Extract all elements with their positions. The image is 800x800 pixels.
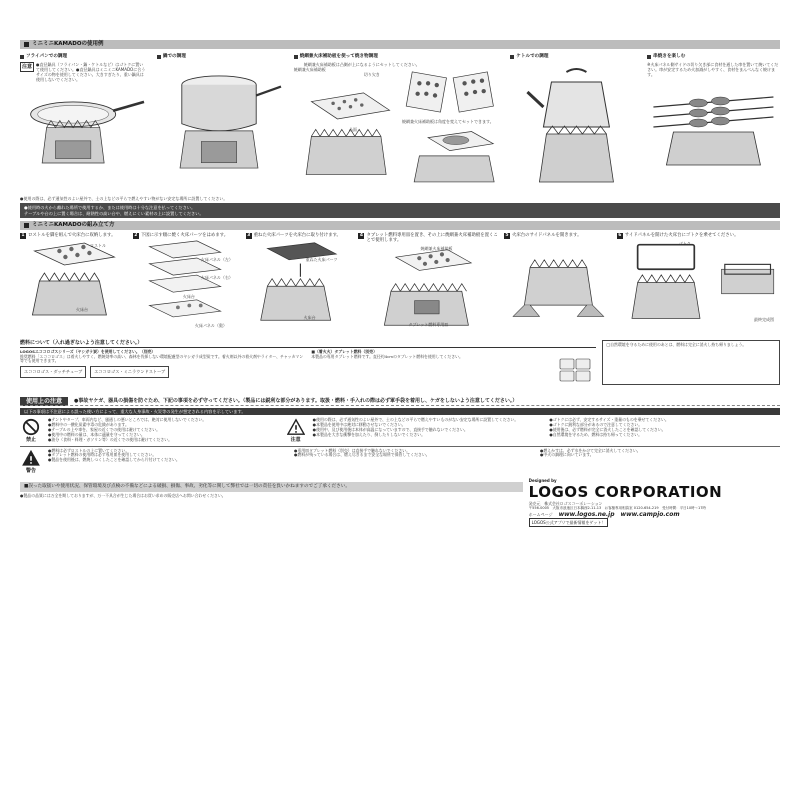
caution-line: ●使用中、及び使用後は本体が高温になっていますので、直接手で触れないでください。 xyxy=(312,427,468,433)
designed-by: Designed by xyxy=(528,477,557,483)
warning-list-3 xyxy=(540,449,780,474)
assembly-step-2 xyxy=(133,233,242,337)
warning-line: ●燃料は必ずロストルの上に置いてください。 xyxy=(48,447,130,453)
warning-line: ●製品を使用後は、燃焼しつくしたことを確認してから片付けてください。 xyxy=(48,457,180,463)
step-number: 5 xyxy=(505,233,509,239)
seller-text: 発売元 株式会社ロゴスコーポレーション xyxy=(528,500,603,506)
assembly-step-3 xyxy=(246,233,355,337)
step-text: タブレット燃料専用皿を置き、その上に焼網兼火床補助板を置くことで使用します。 xyxy=(366,232,498,244)
step-text: 下図に示す順に焼く火床パーツをはめます。 xyxy=(140,232,229,238)
step-number: 2 xyxy=(134,233,138,239)
usage-panel-grill xyxy=(294,52,507,194)
grill-plate-label: 焼網兼火床補助板 xyxy=(293,66,326,72)
assembly-step-1 xyxy=(20,233,129,337)
caution-triangle-icon xyxy=(287,418,305,436)
caution-line: ●ゴトクには必ず、安定するサイズ・重量のものを乗せてください。 xyxy=(549,417,669,423)
step-4-illustration xyxy=(358,244,499,329)
panel-note: 焼網兼火床補助板は凸側が上になるようにセットしてください。 xyxy=(303,61,420,67)
app-promo: LOGOS公式アプリで最新情報をゲット！ xyxy=(529,518,609,527)
step-number: 6 xyxy=(618,233,622,239)
warning-list xyxy=(48,449,288,474)
skewer-illustration xyxy=(647,77,780,167)
part-label: 最終完成図 xyxy=(754,316,775,322)
usage-panel-kettle xyxy=(510,52,643,194)
angle-label: 焼網兼火床補助板は角度を変えてセットできます。 xyxy=(402,119,494,125)
panel-title: 鍋での調理 xyxy=(162,54,186,59)
caution-line: ●テントやタープ、車両内など、風通しの悪いところでは、絶対に使用しないでください。 xyxy=(48,417,207,423)
caution-line: ●油分（食料・料理・ガソリン等）の近くでの使用は避けてください。 xyxy=(48,436,173,442)
step-5-illustration xyxy=(504,239,613,324)
grill-plate-top-views xyxy=(402,67,506,117)
caution-line: ●自然環境を守るため、燃料は持ち帰ってください。 xyxy=(549,431,643,437)
website-link-2[interactable]: www.campjo.com xyxy=(620,510,680,518)
warning-line: ●燃料が残っている場合は、燃え尽きるまで安全な場所で保管してください。 xyxy=(294,452,430,458)
caution-list xyxy=(313,418,544,443)
caution-label: 注意 xyxy=(290,437,301,444)
frying-pan-illustration xyxy=(20,82,153,182)
caution-list-right xyxy=(549,418,780,443)
web-label: ホームページ xyxy=(528,511,553,517)
warning-band-line: テーブルや台の上に置く場合は、耐熱性の高い台や、燃えにくい素材の上に設置してください。 xyxy=(24,210,204,216)
usage-section-title xyxy=(20,40,780,49)
warning-line: ●燃えかすは、必ず水をかけて完全に消火してください。 xyxy=(540,447,641,453)
usage-panels xyxy=(20,52,780,194)
step-number: 1 xyxy=(21,233,25,239)
part-label: 火床パネル（右） xyxy=(200,274,233,280)
fuel-section xyxy=(20,340,780,384)
panel-note: ●直径鍋具（フライパン・鍋・ケトルなど）はゴトクに置いて使用してください。●直径鍋具はミニミニKAMADOに合うサイズの物を使用してください。大きすぎたり、重い鍋具は使用しないでください。 xyxy=(36,61,146,82)
part-label: ゴトク xyxy=(678,240,691,246)
assembly-title-text: ミニミニKAMADOの組み立て方 xyxy=(32,221,115,228)
usage-warning-band xyxy=(20,203,780,218)
manual-sheet xyxy=(20,40,780,527)
caution-line: ●使用中の燃料の量は、本体に適量を守ってください。 xyxy=(48,431,145,437)
danger-row-head: 以下の事項は不注意による誤った使い方によって、重大な人身事故・火災等の発生が想定される内容を示しています。 xyxy=(20,408,780,415)
usage-title-text: ミニミニKAMADOの使用例 xyxy=(32,41,104,48)
address-text: 〒556-0005 大阪市浪速区日本橋西2-11-13 お客様専用相談室 0120-654-219 受付時間：平日10時〜17時 xyxy=(528,506,706,511)
fuel-right-text: 本製品の専用タブレット燃料です。直径約4cmのタブレット燃料を使用してください。 xyxy=(311,353,463,359)
notch-label: 切り欠き xyxy=(363,71,380,77)
step-number: 3 xyxy=(247,233,251,239)
part-label: 火床パネル（奥） xyxy=(194,322,227,328)
company-block xyxy=(529,478,780,528)
environment-note-text: □自然環境を守るために使用のあとは、燃料は完全に消火し持ち帰りましょう。 xyxy=(606,342,747,348)
step-6-illustration xyxy=(617,239,715,324)
panel-title: 串焼きを楽しむ xyxy=(653,54,686,59)
step-text: 重ねた火床パーツを火床台に取り付けます。 xyxy=(253,232,341,238)
panel-title: フライパンでの調理 xyxy=(26,54,68,59)
step-text: サイドパネルを開けた火床台にゴトクを乗せてください。 xyxy=(624,232,739,238)
step-text: ロストルを脚を組んで火床台に収納します。 xyxy=(28,232,116,238)
fuel-left-text: 推奨燃料「エココロゴス」は着火しやすく、燃焼効率の高い、森林を伐採しない環境配慮型のヤシガラ成型炭です。着火剤以外の着火剤やライター、チャッカマン等でも使用できます。 xyxy=(20,353,304,364)
warning-line: ●タブレット燃料の使用時は必ず専用皿を使用してください。 xyxy=(48,452,157,458)
fuel-left-heading: LOGOSエココロゴスシリーズ（ヤシガラ炭）を使用してください。（別売） xyxy=(20,348,156,354)
warning-list-2 xyxy=(294,449,534,474)
fuel-chip: エココロゴス・ミニラウンドストーブ xyxy=(90,366,169,377)
step-number: 4 xyxy=(359,233,364,239)
part-label: 火床台 xyxy=(76,306,88,312)
tablet-fuel-illustration xyxy=(556,355,596,385)
cautions-title: 使用上の注意 xyxy=(20,397,68,407)
prohibited-label: 禁止 xyxy=(25,437,36,444)
step-1-illustration xyxy=(20,239,129,319)
step-2-illustration xyxy=(133,239,242,334)
grill-plate-illustration xyxy=(294,77,398,187)
caution-line: ●使用後は、必ず燃料が完全に消火したことを確認してください。 xyxy=(549,427,666,433)
warning-line: ●専用皿タブレット燃料（別売）は直接手で触れないでください。 xyxy=(294,447,411,453)
warning-label: 警告 xyxy=(25,467,36,474)
caution-columns xyxy=(20,418,780,443)
part-label: タブレット燃料専用皿 xyxy=(408,321,449,327)
pot-illustration xyxy=(157,62,290,182)
liability-notice: ■誤った取扱いや使用状況、保管環境及び点検の不備などによる破損、損傷、事故、劣化等に関して弊社では一切の責任を負いかねますのでご了承ください。 xyxy=(20,482,523,492)
assembly-section-title xyxy=(20,221,780,230)
cautions-lead: ●事故ヤケガ、器具の損傷を防ぐため、下記の事項を必ず守ってください。（製品には鋭利な部分があります。取扱・燃料・手入れの際は必ず軍手袋を着用し、ケガをしないよう注意してください。） xyxy=(74,398,518,405)
caution-line: ●燃料中の一酸化炭素中毒の危険があります。 xyxy=(48,422,129,428)
usage-footer-note: ●使用の際は、必ず通気性のよい屋外で、土の上などの平らで燃えやすい物がない安定な場所に設置してください。 xyxy=(20,196,228,202)
caution-sign xyxy=(285,418,307,443)
final-assembly-illustration xyxy=(715,239,780,324)
website-link[interactable]: www.logos.ne.jp xyxy=(558,510,615,518)
warning-columns xyxy=(20,449,780,474)
fuel-right-heading: ■（着火火）タブレット燃料（別売） xyxy=(311,348,377,354)
step-3-illustration xyxy=(246,239,355,324)
part-label: ロストル xyxy=(90,242,106,248)
warning-sign xyxy=(20,449,42,474)
caution-mark: 注意 xyxy=(20,62,34,72)
caution-line: ●テーブルの上や車を、家屋の近くでの使用は避けてください。 xyxy=(48,427,160,433)
assembly-step-5 xyxy=(504,233,613,337)
assembly-step-4 xyxy=(358,233,499,337)
cut-line xyxy=(20,405,780,406)
caution-line: ●使用の際は、必ず通気性のよい屋外で、土の上などの平らで燃えやすいものがない安定な場所に設置してください。 xyxy=(312,417,519,423)
panel-note: ※火床パネル側サイドの切り欠き部に食材を通した串を置いて焼いてください。串が安定するため火加減がしやすく、食材をまんべんなく焼けます。 xyxy=(647,61,779,77)
fuel-chip: エココロゴス・ダッチチューブ xyxy=(20,366,86,377)
warning-line: ●中火の調理に向いています。 xyxy=(540,452,594,458)
usage-panel-frying-pan xyxy=(20,52,153,194)
convex-label: 凸面 xyxy=(348,126,357,132)
environment-note xyxy=(602,340,780,384)
assembly-steps xyxy=(20,233,780,337)
assembly-step-6 xyxy=(617,233,780,337)
footer xyxy=(20,478,780,528)
part-label: 重ねた火床パーツ xyxy=(305,256,338,262)
caution-line: ●本製品を使用中は絶対に移動させないでください。 xyxy=(312,422,406,428)
part-label: 焼網兼火床補助板 xyxy=(420,245,453,251)
prohibited-sign xyxy=(20,418,42,443)
danger-list xyxy=(48,418,279,443)
warning-band-line: ●使用時の火から離れた場所で使用するか、または使用時は十分な注意を払ってください。 xyxy=(24,205,196,211)
quality-notice: ●製品の品質には万全を期しておりますが、万一不具合が生じた場合はお買い求めの販売店へお問い合わせください。 xyxy=(20,492,226,498)
warning-triangle-icon xyxy=(22,449,40,467)
fuel-title: 燃料について（入れ過ぎないよう注意してください。） xyxy=(20,340,596,347)
step-text: 火床台のサイドパネルを開きます。 xyxy=(511,232,582,238)
grill-skewer-illustration xyxy=(402,124,506,186)
kettle-illustration xyxy=(510,62,643,192)
usage-panel-skewers xyxy=(647,52,780,194)
part-label: 火床パネル（左） xyxy=(200,256,233,262)
prohibited-icon xyxy=(22,418,40,436)
caution-line: ●本製品を大きな衝撃を加えたり、倒したりしないでください。 xyxy=(312,431,426,437)
usage-panel-pot xyxy=(157,52,290,194)
part-label: 火床台 xyxy=(303,314,316,320)
company-logo: LOGOS CORPORATION xyxy=(528,482,723,501)
caution-line: ●ゴトクに鋭利な部分があるので注意してください。 xyxy=(549,422,643,428)
panel-title: ケトルでの調理 xyxy=(516,54,549,59)
panel-title: 焼網兼火床補助板を使って焼き物調理 xyxy=(299,54,378,59)
part-label: 火床台 xyxy=(182,293,195,299)
